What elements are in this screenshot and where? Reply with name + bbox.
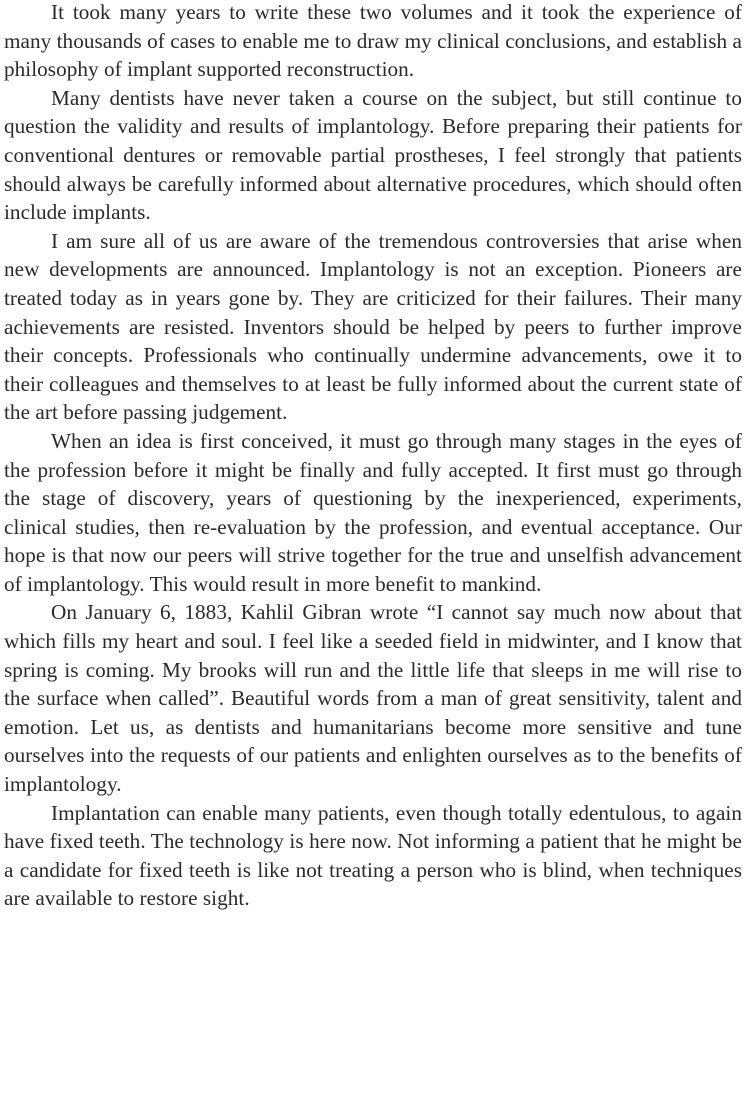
paragraph-4: When an idea is first conceived, it must go through many stages in the eyes of the profession before it might be finally and fully accepted. It first must go through the stage of discovery, years of questioning by the inexperienced, experiments, clinical studies, then re-evaluation by the profession, and eventual acceptance. Our hope is that now our peers will strive together for the true and unselfish advancement of implantology. This would result in more benefit to mankind. — [4, 428, 742, 596]
paragraph-6: Implantation can enable many patients, even though totally edentulous, to again have fixed teeth. The technology is here now. Not informing a patient that he might be a candidate for fixed teeth is like not treating a person who is blind, when techniques are available to restore sight. — [4, 800, 742, 911]
paragraph-5: On January 6, 1883, Kahlil Gibran wrote “I cannot say much now about that which fills my heart and soul. I feel like a seeded field in midwinter, and I know that spring is coming. My brooks will run and the little life that sleeps in me will rise to the surface when called”. Beautiful words from a man of great sensitivity, talent and emotion. Let us, as dentists and humanitarians become more sensitive and tune ourselves into the requests of our patients and enlighten ourselves as to the benefits of implantology. — [4, 600, 742, 797]
paragraph-1: It took many years to write these two volumes and it took the experience of many thousands of cases to enable me to draw my clinical conclusions, and establish a philosophy of implant supported reconstruction. — [4, 0, 742, 82]
paragraph-2: Many dentists have never taken a course on the subject, but still continue to question the validity and results of implantology. Before preparing their patients for conventional dentures or removable partial prostheses, I feel strongly that patients should always be carefully informed about alternative procedures, which should often include implants. — [4, 85, 742, 225]
paragraph-3: I am sure all of us are aware of the tremendous controversies that arise when new developments are announced. Implantology is not an exception. Pioneers are treated today as in years gone by. They are criticized for their failures. Their many achievements are resisted. Inventors should be helped by peers to further improve their concepts. Professionals who continually undermine advancements, owe it to their colleagues and themselves to at least be fully informed about the current state of the art before passing judgement. — [4, 228, 742, 425]
